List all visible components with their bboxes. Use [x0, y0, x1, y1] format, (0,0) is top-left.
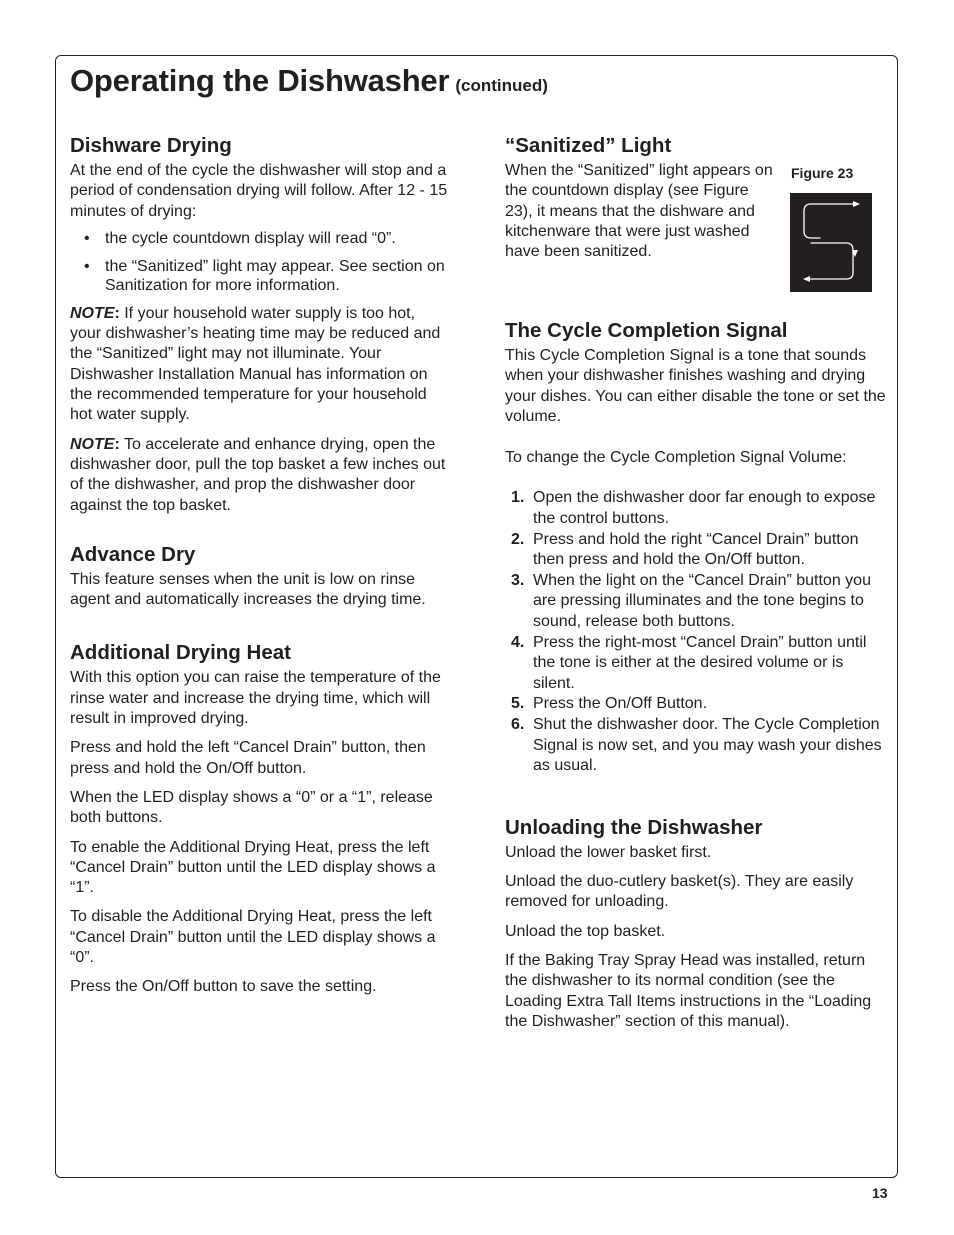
note-label: NOTE [70, 304, 115, 322]
list-item: 2. Press and hold the right “Cancel Drain” button then press and hold the On/Off button. [511, 530, 859, 569]
list-item: 6. Shut the dishwasher door. The Cycle Completion Signal is now set, and you may wash your dishes as usual. [511, 716, 882, 775]
note-label: NOTE [70, 435, 115, 453]
list-item: 4. Press the right-most “Cancel Drain” button until the tone is either at the desired volume or is silent. [511, 633, 867, 692]
countdown-display-arrow-icon [790, 193, 872, 292]
heading-cycle-completion: The Cycle Completion Signal [505, 319, 788, 342]
additional-drying-para: Press the On/Off button to save the setting. [70, 978, 377, 996]
section-unloading [505, 816, 887, 1032]
advance-dry-text: This feature senses when the unit is low on rinse agent and automatically increases the drying time. [70, 570, 426, 609]
additional-drying-para: With this option you can raise the temperature of the rinse water and increase the drying time, which will result in improved drying. [70, 669, 441, 728]
section-dishware-drying [70, 134, 448, 516]
list-item: • the cycle countdown display will read “0”. [84, 229, 396, 247]
step-number: 5. [511, 695, 525, 713]
list-item: 3. When the light on the “Cancel Drain” button you are pressing illuminates and the tone begins to sound, release both buttons. [511, 571, 871, 631]
note-text: If your household water supply is too hot, your dishwasher’s heating time may be reduced and the “Sanitized” light may not illuminate. Your Dishwasher Installation Manual has information on the recommended temperature for your household hot water supply. [70, 304, 441, 424]
step-number: 3. [511, 571, 525, 589]
dishware-drying-intro: At the end of the cycle the dishwasher will stop and a period of condensation drying will follow. After 12 - 15 minutes of drying: [70, 162, 448, 220]
note-water-supply: NOTE: If your household water supply is too hot, your dishwasher’s heating time may be reduced and the “Sanitized” light may not illuminate. Your Dishwasher Installation Manual has information on the recommended temperature for your household hot water supply. [70, 304, 441, 424]
list-item: 1. Open the dishwasher door far enough to expose the control buttons. [511, 489, 876, 528]
heading-advance-dry: Advance Dry [70, 542, 196, 566]
additional-drying-para: Press and hold the left “Cancel Drain” button, then press and hold the On/Off button. [70, 739, 426, 777]
additional-drying-para: When the LED display shows a “0” or a “1”, release both buttons. [70, 788, 433, 827]
step-number: 6. [511, 716, 525, 734]
heading-sanitized-light: “Sanitized” Light [505, 134, 672, 157]
heading-unloading: Unloading the Dishwasher [505, 815, 763, 839]
list-item: • the “Sanitized” light may appear. See section on Sanitization for more information. [84, 257, 445, 294]
unloading-para: If the Baking Tray Spray Head was installed, return the dishwasher to its normal condition (see the Loading Extra Tall Items instructions in the “Loading the Dishwasher” section of this manual). [505, 951, 872, 1030]
heading-additional-drying-heat: Additional Drying Heat [70, 641, 291, 665]
note-text: To accelerate and enhance drying, open the dishwasher door, pull the top basket a few inches out of the dishwasher, and prop the dishwasher door against the top basket. [70, 435, 446, 514]
section-additional-drying-heat [70, 641, 448, 997]
cycle-completion-steps [505, 488, 887, 776]
heading-dishware-drying: Dishware Drying [70, 134, 232, 157]
figure-23 [790, 164, 880, 292]
bullet-icon: • [84, 229, 90, 247]
section-cycle-completion-signal [505, 319, 887, 777]
additional-drying-para: To enable the Additional Drying Heat, press the left “Cancel Drain” button until the LED display shows a “1”. [70, 838, 436, 897]
list-item: 5. Press the On/Off Button. [505, 694, 887, 715]
cycle-completion-intro: This Cycle Completion Signal is a tone that sounds when your dishwasher finishes washing and drying your dishes. You can either disable the tone or set the volume. [505, 347, 886, 425]
bullet-icon: • [84, 257, 90, 275]
right-column [505, 134, 887, 1041]
unloading-para: Unload the lower basket first. [505, 843, 712, 861]
section-advance-dry [70, 543, 448, 611]
section-sanitized-light [505, 134, 887, 319]
step-number: 2. [511, 530, 525, 548]
page-title-continued: (continued) [455, 76, 548, 95]
sanitized-light-text: When the “Sanitized” light appears on the countdown display (see Figure 23), it means that the dishware and kitchenware that were just washed have been sanitized. [505, 162, 773, 261]
left-column [70, 134, 448, 1007]
unloading-para: Unload the top basket. [505, 922, 666, 940]
page-title [70, 62, 548, 99]
unloading-para: Unload the duo-cutlery basket(s). They are easily removed for unloading. [505, 873, 854, 911]
step-number: 4. [511, 633, 525, 651]
dishware-drying-bullets [70, 229, 448, 295]
cycle-completion-change: To change the Cycle Completion Signal Volume: [505, 449, 847, 467]
page-title-main: Operating the Dishwasher [70, 63, 450, 98]
note-accelerate-drying: NOTE: To accelerate and enhance drying, open the dishwasher door, pull the top basket a few inches out of the dishwasher, and prop the dishwasher door against the top basket. [70, 435, 446, 514]
page-number: 13 [872, 1185, 888, 1201]
additional-drying-para: To disable the Additional Drying Heat, press the left “Cancel Drain” button until the LED display shows a “0”. [70, 908, 436, 967]
figure-label: Figure 23 [791, 165, 854, 181]
step-number: 1. [511, 489, 525, 507]
